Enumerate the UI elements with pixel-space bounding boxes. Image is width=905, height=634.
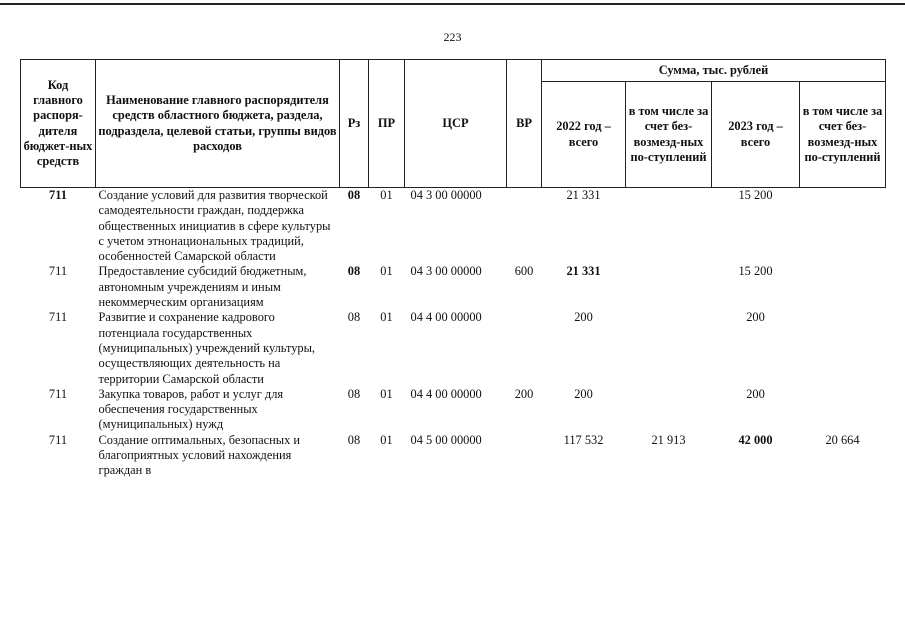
cell-2022-free	[626, 264, 712, 310]
cell-2022-total: 21 331	[566, 188, 601, 202]
table-row	[21, 433, 886, 479]
cell-2023-total: 42 000	[738, 432, 773, 447]
cell-pr: 01	[380, 264, 393, 279]
cell-rz: 08	[347, 264, 361, 279]
cell-vr	[507, 310, 542, 386]
cell-2022-total: 21 331	[566, 264, 601, 279]
cell-2022-free	[626, 310, 712, 386]
budget-table	[20, 59, 886, 479]
cell-2023-total: 15 200	[738, 188, 773, 202]
cell-pr: 01	[380, 310, 393, 325]
cell-rz: 08	[347, 310, 361, 325]
table-row	[21, 310, 886, 386]
cell-2022-total: 200	[574, 310, 593, 325]
header-sum-group: Сумма, тыс. рублей	[542, 60, 886, 82]
cell-vr: 200	[514, 386, 534, 401]
cell-pr: 01	[380, 432, 393, 447]
header-csr: ЦСР	[405, 60, 507, 188]
cell-rz: 08	[347, 432, 361, 447]
cell-2022-free	[626, 387, 712, 433]
cell-2023-free	[800, 264, 886, 310]
cell-rz: 08	[347, 386, 361, 401]
header-name: Наименование главного распорядителя средств областного бюджета, раздела, подраздела, целевой статьи, группы видов расходов	[96, 60, 340, 188]
cell-csr: 04 4 00 00000	[410, 386, 482, 401]
cell-code: 711	[48, 386, 68, 401]
cell-2023-total: 200	[746, 386, 765, 401]
cell-2022-free: 21 913	[651, 432, 686, 447]
page-number: 223	[443, 30, 462, 44]
cell-name: Создание оптимальных, безопасных и благоприятных условий нахождения граждан в	[98, 432, 301, 478]
header-2022-total: 2022 год – всего	[542, 82, 626, 188]
cell-code: 711	[48, 432, 68, 447]
table-row	[21, 387, 886, 433]
cell-2022-total: 200	[574, 386, 593, 401]
cell-vr: 600	[514, 264, 534, 279]
table-row	[21, 188, 886, 265]
cell-name: Предоставление субсидий бюджетным, автономным учреждениям и иным некоммерческим организациям	[98, 264, 307, 310]
header-2022-free: в том числе за счет без-возмезд-ных по-ступлений	[626, 82, 712, 188]
cell-2023-free: 20 664	[825, 432, 860, 447]
cell-2023-total: 15 200	[738, 264, 773, 279]
cell-vr	[507, 433, 542, 479]
cell-name: Закупка товаров, работ и услуг для обеспечения государственных (муниципальных) нужд	[98, 386, 284, 432]
header-2023-total: 2023 год – всего	[712, 82, 800, 188]
cell-code: 711	[48, 310, 68, 325]
cell-2023-free	[800, 310, 886, 386]
top-rule	[0, 3, 905, 5]
cell-name: Развитие и сохранение кадрового потенциала государственных (муниципальных) учреждений культуры, осуществляющих деятельность на территории Самарской области	[98, 310, 316, 386]
table-row	[21, 264, 886, 310]
header-code: Код главного распоря-дителя бюджет-ных средств	[21, 60, 96, 188]
cell-name: Создание условий для развития творческой самодеятельности граждан, поддержка общественных инициатив в сфере культуры с учетом этнонациональных традиций, особенностей Самарской области	[98, 188, 331, 264]
cell-pr: 01	[380, 386, 393, 401]
cell-pr: 01	[380, 188, 393, 202]
cell-2022-total: 117 532	[563, 432, 604, 447]
header-pr: ПР	[369, 60, 405, 188]
cell-vr	[507, 188, 542, 265]
cell-2023-free	[800, 188, 886, 265]
header-vr: ВР	[507, 60, 542, 188]
header-rz: Рз	[340, 60, 369, 188]
cell-rz: 08	[347, 188, 361, 202]
cell-2023-free	[800, 387, 886, 433]
cell-csr: 04 4 00 00000	[410, 310, 482, 325]
cell-csr: 04 5 00 00000	[410, 432, 482, 447]
cell-csr: 04 3 00 00000	[410, 264, 482, 279]
cell-csr: 04 3 00 00000	[410, 188, 482, 202]
cell-code: 711	[48, 264, 68, 279]
cell-code: 711	[49, 188, 67, 202]
header-2023-free: в том числе за счет без-возмезд-ных по-ступлений	[800, 82, 886, 188]
cell-2022-free	[626, 188, 712, 265]
cell-2023-total: 200	[746, 310, 765, 325]
